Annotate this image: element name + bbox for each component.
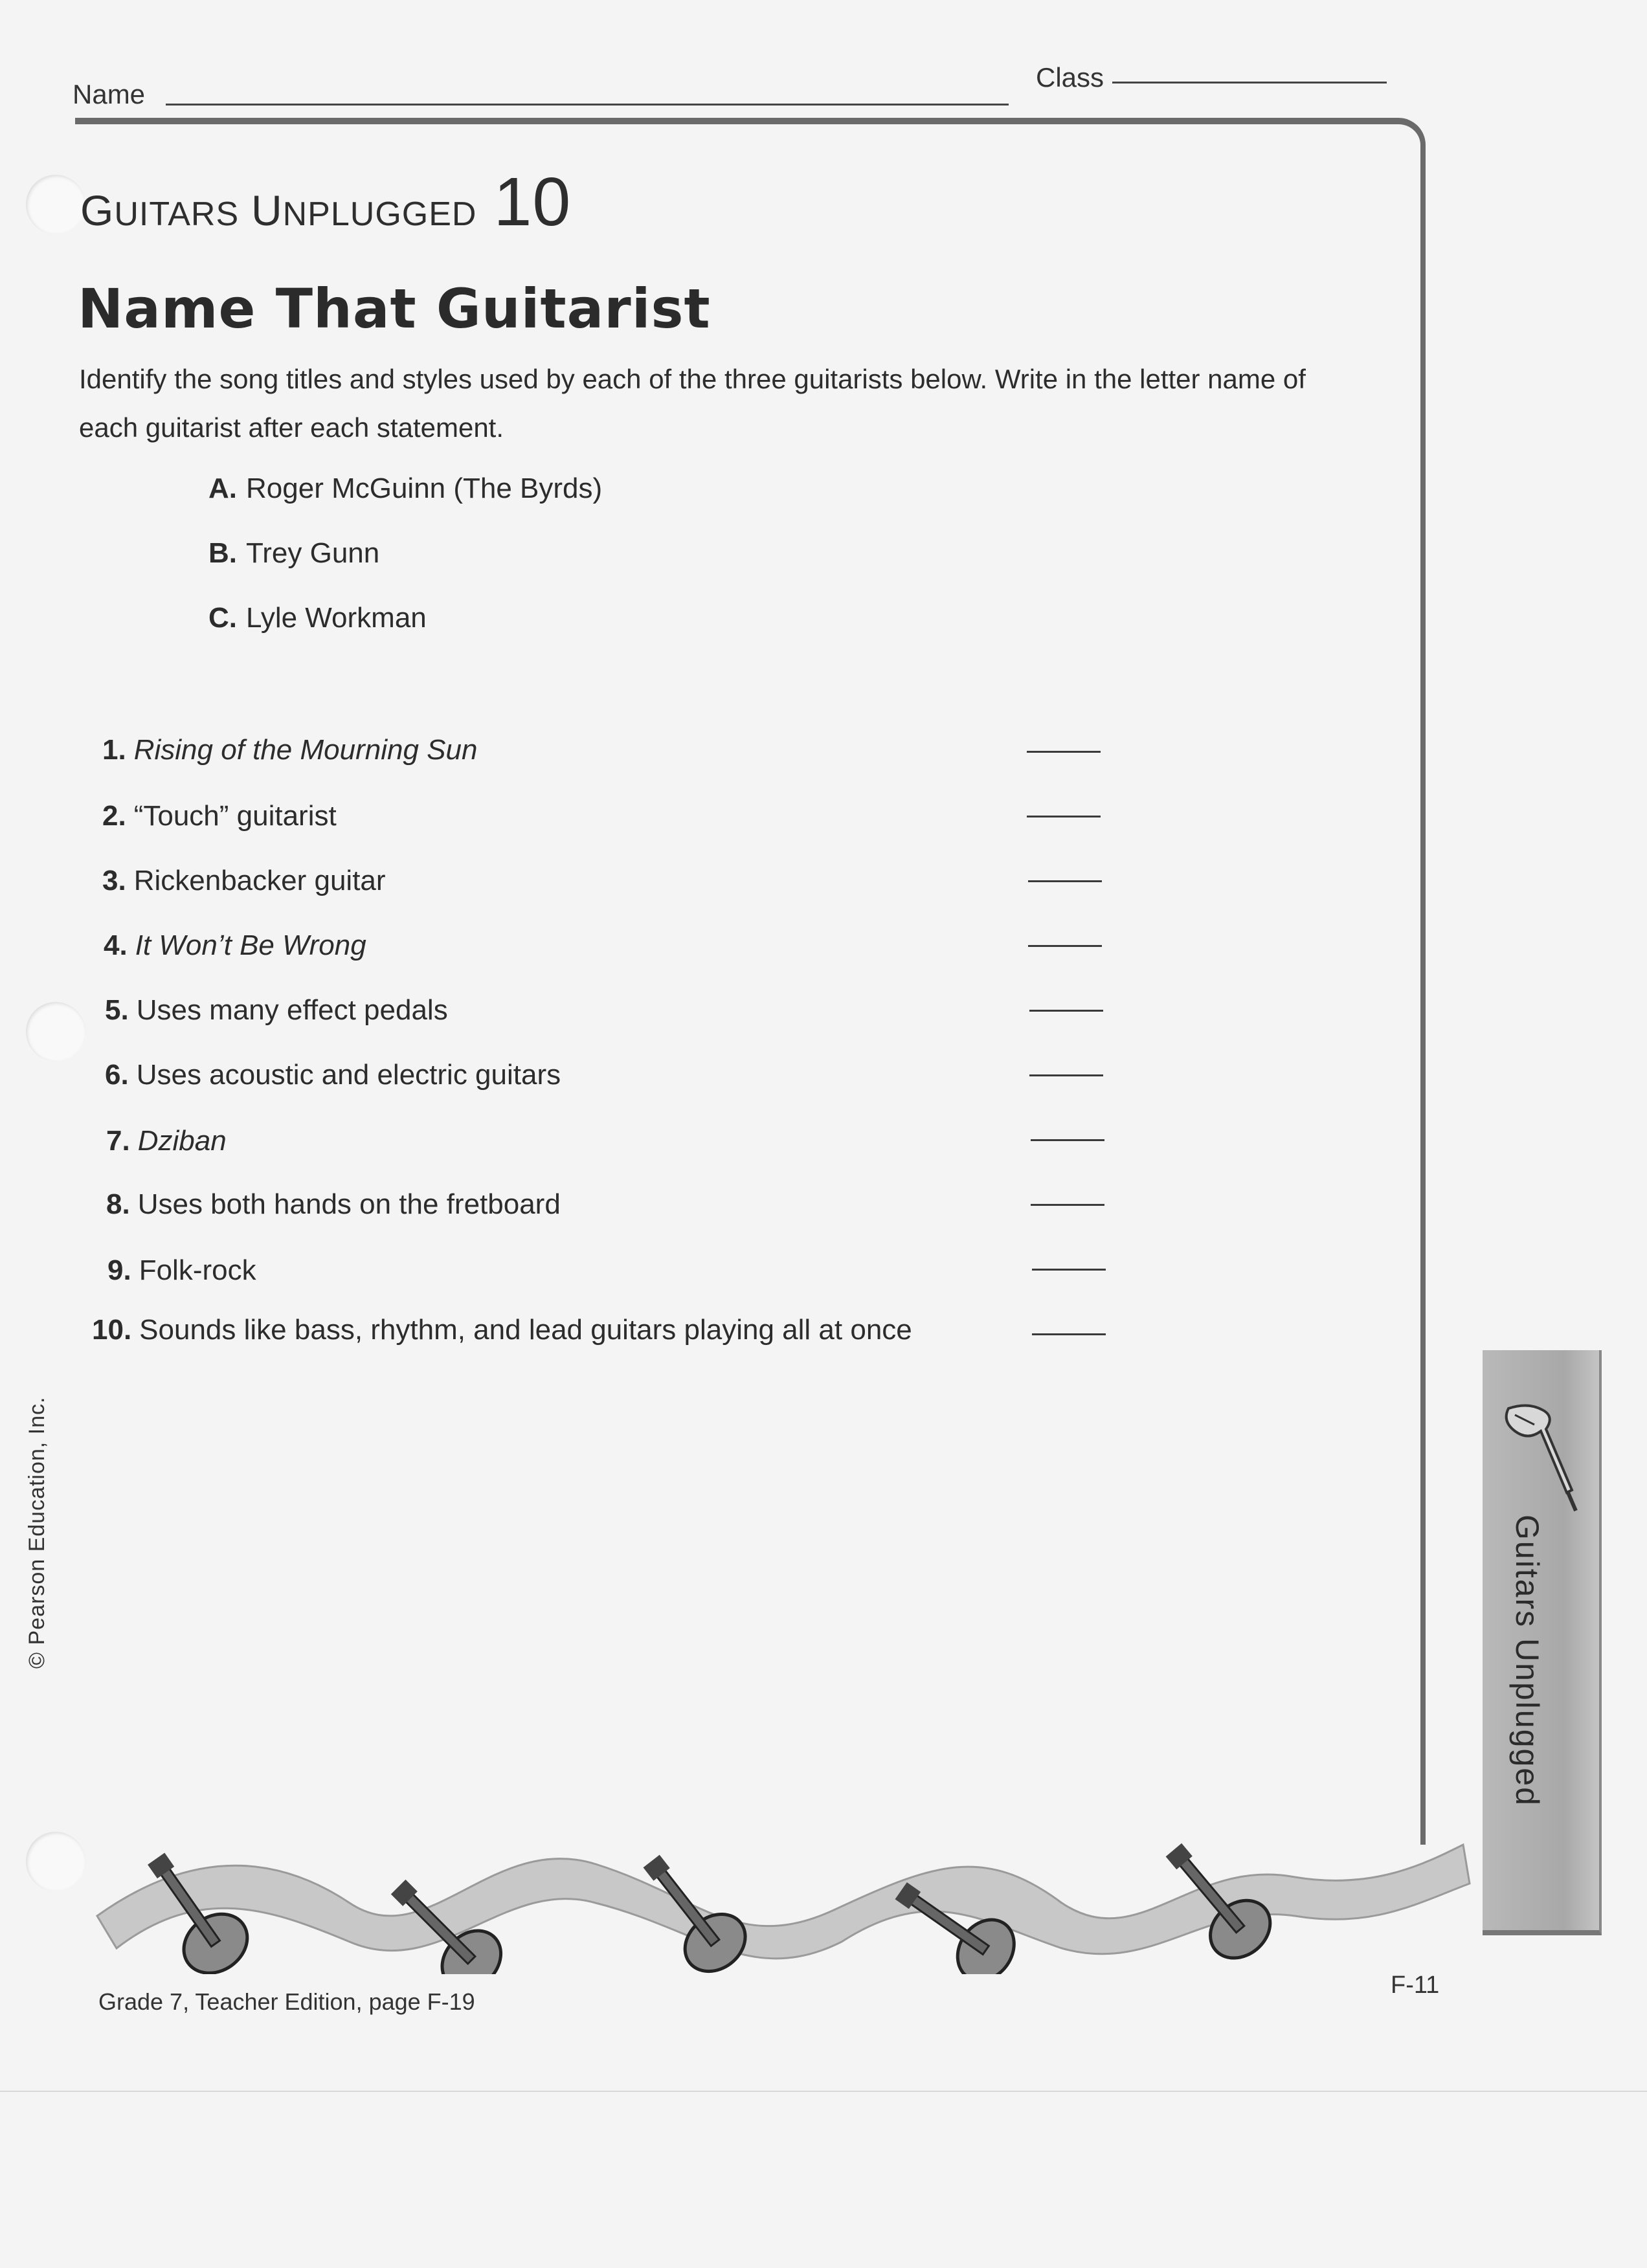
name-field[interactable]	[166, 91, 1009, 106]
option-letter: B.	[208, 537, 237, 569]
question-text: Sounds like bass, rhythm, and lead guitars playing all at once	[139, 1314, 912, 1346]
question-4	[104, 929, 366, 962]
page-number: F-11	[1391, 1972, 1440, 1999]
question-text: Uses many effect pedals	[136, 994, 448, 1026]
side-tab-guitar-icon	[1496, 1395, 1586, 1525]
answer-blank-1[interactable]	[1027, 751, 1101, 753]
question-text: Dziban	[137, 1125, 227, 1157]
page-title: Name That Guitarist	[78, 277, 711, 340]
unit-title-nplugged: NPLUGGED	[282, 195, 477, 233]
question-1	[102, 734, 477, 766]
question-5	[105, 994, 448, 1027]
unit-title	[80, 163, 571, 241]
question-text: It Won’t Be Wrong	[135, 929, 366, 961]
question-number: 3.	[102, 865, 126, 896]
question-number: 1.	[102, 734, 126, 766]
question-number: 6.	[105, 1059, 129, 1091]
option-text: Trey Gunn	[246, 537, 380, 569]
answer-blank-6[interactable]	[1029, 1074, 1103, 1076]
option-c	[208, 602, 427, 634]
unit-number: 10	[493, 164, 572, 240]
question-text: Rickenbacker guitar	[133, 865, 386, 896]
question-number: 2.	[102, 800, 126, 832]
answer-blank-8[interactable]	[1031, 1204, 1104, 1206]
option-a	[208, 472, 602, 505]
question-10	[92, 1314, 912, 1346]
question-number: 7.	[106, 1125, 130, 1157]
question-number: 9.	[107, 1254, 131, 1286]
question-number: 8.	[106, 1188, 130, 1220]
side-tab-label: Guitars Unplugged	[1509, 1515, 1545, 1807]
question-8	[106, 1188, 561, 1221]
question-9	[107, 1254, 256, 1287]
unit-title-u: U	[251, 186, 283, 234]
question-text: Folk-rock	[139, 1254, 256, 1286]
question-7	[106, 1125, 227, 1157]
question-text: Uses acoustic and electric guitars	[136, 1059, 561, 1091]
answer-blank-4[interactable]	[1028, 945, 1102, 947]
guitar-border-art	[91, 1806, 1483, 1974]
question-number: 5.	[105, 994, 129, 1026]
option-b	[208, 537, 379, 570]
question-number: 10.	[92, 1314, 132, 1346]
option-letter: A.	[208, 472, 237, 504]
unit-title-g: G	[80, 186, 115, 234]
answer-blank-5[interactable]	[1029, 1010, 1103, 1012]
answer-blank-10[interactable]	[1032, 1333, 1106, 1335]
question-6	[105, 1059, 561, 1091]
option-text: Roger McGuinn (The Byrds)	[246, 472, 603, 504]
question-number: 4.	[104, 929, 128, 961]
option-letter: C.	[208, 602, 237, 634]
class-field[interactable]	[1112, 69, 1387, 83]
class-label: Class	[1036, 62, 1104, 93]
page-edge-divider	[0, 2091, 1647, 2092]
question-text: “Touch” guitarist	[133, 800, 337, 832]
question-text: Uses both hands on the fretboard	[137, 1188, 561, 1220]
name-label: Name	[73, 79, 146, 109]
copyright-notice: © Pearson Education, Inc.	[25, 1396, 49, 1669]
answer-blank-3[interactable]	[1028, 880, 1102, 882]
question-2	[102, 800, 337, 832]
answer-blank-9[interactable]	[1032, 1269, 1106, 1271]
answer-blank-7[interactable]	[1031, 1139, 1104, 1141]
instructions: Identify the song titles and styles used by each of the three guitarists below. Write in the letter name of each guitarist after each statement.	[79, 364, 1306, 443]
option-text: Lyle Workman	[246, 602, 427, 634]
question-3	[102, 865, 386, 897]
footer-source: Grade 7, Teacher Edition, page F-19	[98, 1988, 475, 2015]
unit-title-uitars: UITARS	[114, 195, 240, 233]
question-text: Rising of the Mourning Sun	[133, 734, 478, 766]
answer-blank-2[interactable]	[1027, 816, 1101, 817]
